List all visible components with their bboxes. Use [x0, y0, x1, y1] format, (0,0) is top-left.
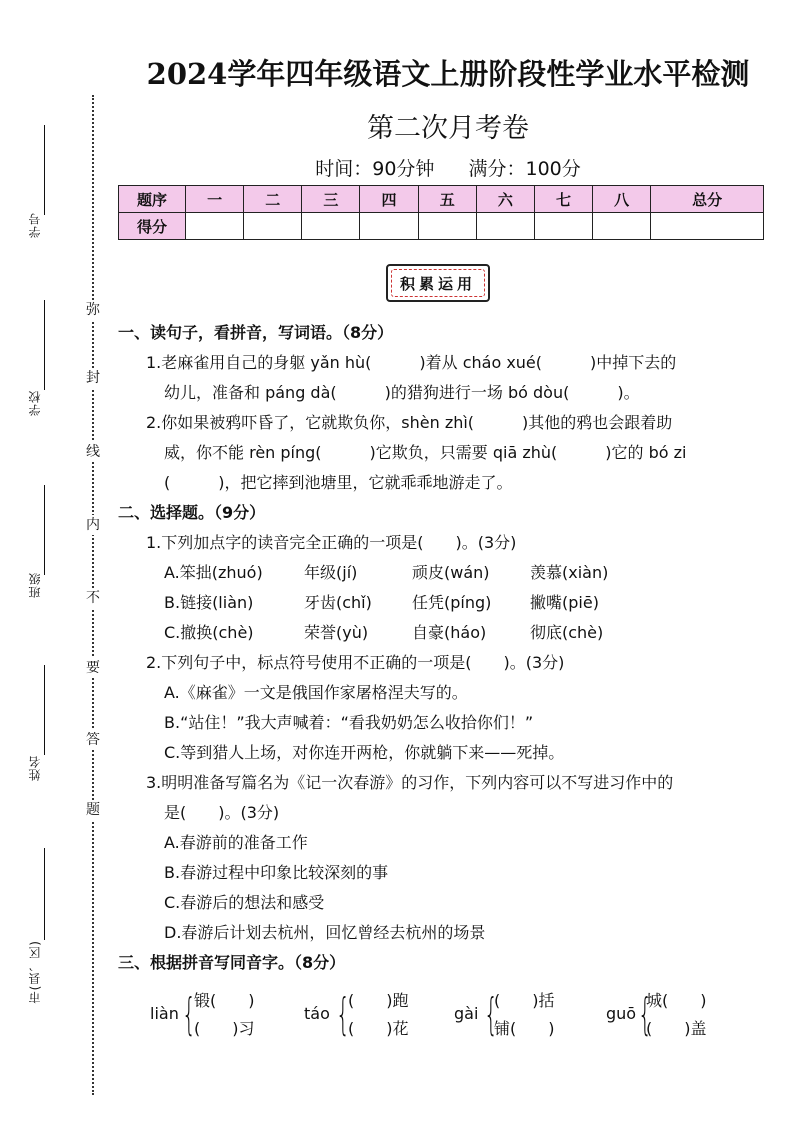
option-item: 顽皮(wán)	[412, 563, 490, 582]
question-2-heading: 二、选择题。（9分）	[118, 503, 266, 522]
option-item: A.笨拙(zhuó)	[164, 563, 263, 582]
option-item: C.春游后的想法和感受	[164, 893, 325, 912]
section-badge: 积累运用	[386, 264, 490, 302]
option-row-b	[118, 588, 768, 618]
seal-char: 线	[82, 442, 104, 462]
score-blank[interactable]	[186, 213, 244, 240]
question-2-sub-1: 1.下列加点字的读音完全正确的一项是( )。(3分)	[146, 533, 517, 552]
exam-full-score: 满分：100分	[468, 158, 581, 180]
score-table-cell: 三	[302, 186, 360, 213]
score-table-cell: 二	[244, 186, 302, 213]
question-2-sub-3-cont: 是( )。(3分)	[164, 803, 280, 822]
homophone-pinyin: táo	[304, 1004, 330, 1023]
question-1-sentence-2: 2.你如果被鸦吓昏了，它就欺负你，shèn zhì( )其他的鸦也会跟着助	[146, 413, 673, 432]
score-blank[interactable]	[360, 213, 418, 240]
page-subtitle: 第二次月考卷	[367, 113, 529, 144]
class-line	[44, 485, 45, 575]
score-table-cell: 得分	[119, 213, 186, 240]
score-blank[interactable]	[244, 213, 302, 240]
score-table-cell: 总分	[651, 186, 764, 213]
homophone-line: ( )盖	[646, 1019, 707, 1038]
student-id-line	[44, 125, 45, 215]
seal-char: 不	[82, 588, 104, 608]
option-item: 年级(jí)	[304, 563, 358, 582]
score-table-cell: 八	[593, 186, 651, 213]
option-item: A.《麻雀》一文是俄国作家屠格涅夫写的。	[164, 683, 468, 702]
region-label: 市(县、区)	[28, 940, 42, 1004]
homophone-groups	[150, 988, 770, 1044]
score-table-header-row	[119, 186, 764, 213]
seal-char: 要	[82, 658, 104, 678]
question-1-sentence-1-cont: 幼儿，准备和 páng dà( )的猎狗进行一场 bó dòu( )。	[164, 383, 640, 402]
score-blank[interactable]	[302, 213, 360, 240]
question-3-heading: 三、根据拼音写同音字。（8分）	[118, 953, 346, 972]
homophone-line: ( )习	[194, 1019, 255, 1038]
option-item: 撇嘴(piē)	[530, 593, 599, 612]
question-1-sentence-1: 1.老麻雀用自己的身躯 yǎn hù( )着从 cháo xué( )中掉下去的	[146, 353, 677, 372]
seal-char: 弥	[82, 300, 104, 320]
option-item: C.撤换(chè)	[164, 623, 254, 642]
brace-icon: {	[638, 989, 652, 1040]
option-item: B.“站住！”我大声喊着：“看我奶奶怎么收拾你们！”	[164, 713, 534, 732]
score-table	[118, 185, 764, 240]
score-table-cell: 题序	[119, 186, 186, 213]
score-blank[interactable]	[593, 213, 651, 240]
name-label: 姓名	[28, 755, 42, 781]
homophone-pinyin: guō	[606, 1004, 637, 1023]
brace-icon: {	[484, 989, 498, 1040]
homophone-line: 城( )	[646, 991, 707, 1010]
option-item: 牙齿(chǐ)	[304, 593, 372, 612]
homophone-line: 铺( )	[494, 1019, 555, 1038]
brace-icon: {	[336, 989, 350, 1040]
score-table-score-row	[119, 213, 764, 240]
seal-char: 封	[82, 368, 104, 388]
region-line	[44, 848, 45, 940]
question-2-sub-2: 2.下列句子中，标点符号使用不正确的一项是( )。(3分)	[146, 653, 565, 672]
score-table-cell: 六	[476, 186, 534, 213]
question-1-sentence-2-cont: ( )，把它摔到池塘里，它就乖乖地游走了。	[164, 473, 513, 492]
brace-icon: {	[182, 989, 196, 1040]
option-item: 羡慕(xiàn)	[530, 563, 609, 582]
score-blank[interactable]	[534, 213, 592, 240]
seal-char: 内	[82, 515, 104, 535]
homophone-line: ( )花	[348, 1019, 409, 1038]
question-1-heading: 一、读句子，看拼音，写词语。（8分）	[118, 323, 394, 342]
page-title: 2024学年四年级语文上册阶段性学业水平检测	[146, 57, 750, 91]
option-item: D.春游后计划去杭州，回忆曾经去杭州的场景	[164, 923, 486, 942]
score-table-cell: 五	[418, 186, 476, 213]
seal-char: 题	[82, 800, 104, 820]
option-item: B.春游过程中印象比较深刻的事	[164, 863, 389, 882]
class-label: 班级	[28, 572, 42, 598]
question-1-sentence-2-cont: 威，你不能 rèn píng( )它欺负，只需要 qiā zhù( )它的 bó zi	[164, 443, 687, 462]
option-item: C.等到猎人上场，对你连开两枪，你就躺下来——死掉。	[164, 743, 565, 762]
homophone-line: ( )跑	[348, 991, 409, 1010]
option-item: A.春游前的准备工作	[164, 833, 308, 852]
score-blank[interactable]	[651, 213, 764, 240]
homophone-line: 锻( )	[194, 991, 255, 1010]
homophone-line: ( )括	[494, 991, 555, 1010]
score-table-cell: 一	[186, 186, 244, 213]
score-table-cell: 四	[360, 186, 418, 213]
option-item: 彻底(chè)	[530, 623, 604, 642]
option-item: B.链接(liàn)	[164, 593, 254, 612]
option-row-c	[118, 618, 768, 648]
name-line	[44, 665, 45, 755]
school-line	[44, 300, 45, 390]
exam-time: 时间：90分钟	[315, 158, 435, 180]
score-blank[interactable]	[418, 213, 476, 240]
option-item: 任凭(píng)	[412, 593, 492, 612]
school-label: 学校	[28, 390, 42, 416]
question-2-sub-3: 3.明明准备写篇名为《记一次春游》的习作，下列内容可以不写进习作中的	[146, 773, 674, 792]
seal-char: 答	[82, 730, 104, 750]
student-id-label: 学号	[28, 212, 42, 238]
score-blank[interactable]	[476, 213, 534, 240]
homophone-pinyin: liàn	[150, 1004, 179, 1023]
homophone-pinyin: gài	[454, 1004, 479, 1023]
score-table-cell: 七	[534, 186, 592, 213]
option-item: 荣誉(yù)	[304, 623, 369, 642]
option-row-a	[118, 558, 768, 588]
exam-info	[118, 154, 778, 181]
option-item: 自豪(háo)	[412, 623, 487, 642]
question-body	[118, 318, 768, 978]
